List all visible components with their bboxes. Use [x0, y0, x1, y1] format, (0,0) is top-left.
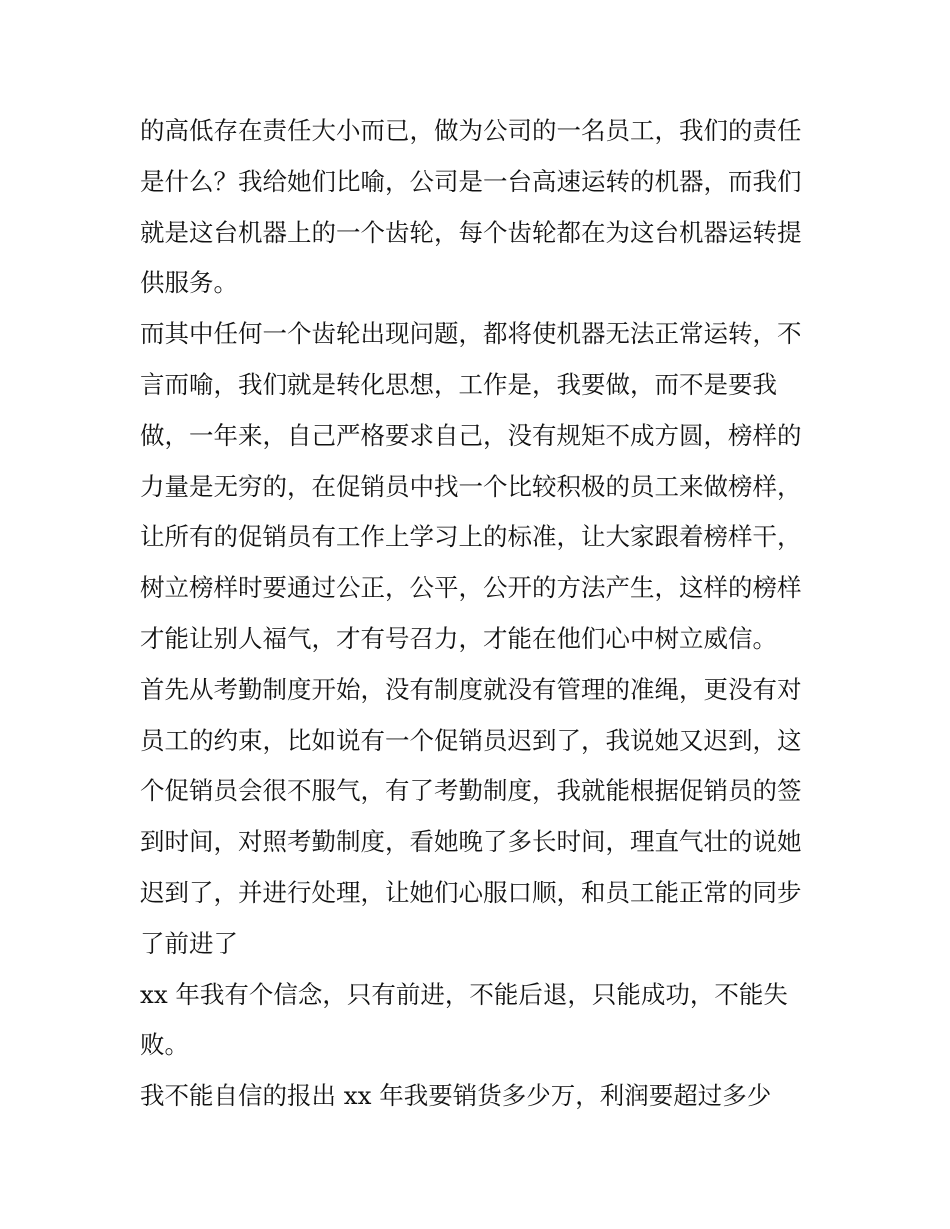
text-line: 个促销员会很不服气，有了考勤制度，我就能根据促销员的签	[140, 776, 802, 806]
text-line: 才能让别人福气，才有号召力，才能在他们心中树立威信。	[140, 623, 777, 653]
text-line: 力量是无穷的，在促销员中找一个比较积极的员工来做榜样，	[140, 471, 802, 501]
text-line: 就是这台机器上的一个齿轮，每个齿轮都在为这台机器运转提	[140, 217, 802, 247]
text-line: 到时间，对照考勤制度，看她晚了多长时间，理直气壮的说她	[140, 827, 802, 857]
text-line: 首先从考勤制度开始，没有制度就没有管理的准绳，更没有对	[140, 674, 802, 704]
text-line: 败。	[140, 1030, 189, 1060]
text-line: 而其中任何一个齿轮出现问题，都将使机器无法正常运转，不	[140, 319, 802, 349]
text-line: 让所有的促销员有工作上学习上的标准，让大家跟着榜样干，	[140, 522, 802, 552]
text-line: 是什么？我给她们比喻，公司是一台高速运转的机器，而我们	[140, 166, 802, 196]
text-line: xx 年我有个信念，只有前进，不能后退，只能成功，不能失	[140, 979, 788, 1009]
text-line: 树立榜样时要通过公正，公平，公开的方法产生，这样的榜样	[140, 573, 802, 603]
text-line: 供服务。	[140, 268, 238, 298]
text-line: 了前进了	[140, 928, 238, 958]
text-line: 言而喻，我们就是转化思想，工作是，我要做，而不是要我	[140, 369, 777, 399]
text-line: 我不能自信的报出 xx 年我要销货多少万，利润要超过多少	[140, 1081, 772, 1111]
text-line: 的高低存在责任大小而已，做为公司的一名员工，我们的责任	[140, 116, 802, 145]
text-line: 迟到了，并进行处理，让她们心服口顺，和员工能正常的同步	[140, 877, 802, 907]
text-line: 员工的约束，比如说有一个促销员迟到了，我说她又迟到，这	[140, 725, 802, 755]
document-body	[140, 106, 820, 1122]
text-line: 做，一年来，自己严格要求自己，没有规矩不成方圆，榜样的	[140, 420, 802, 450]
